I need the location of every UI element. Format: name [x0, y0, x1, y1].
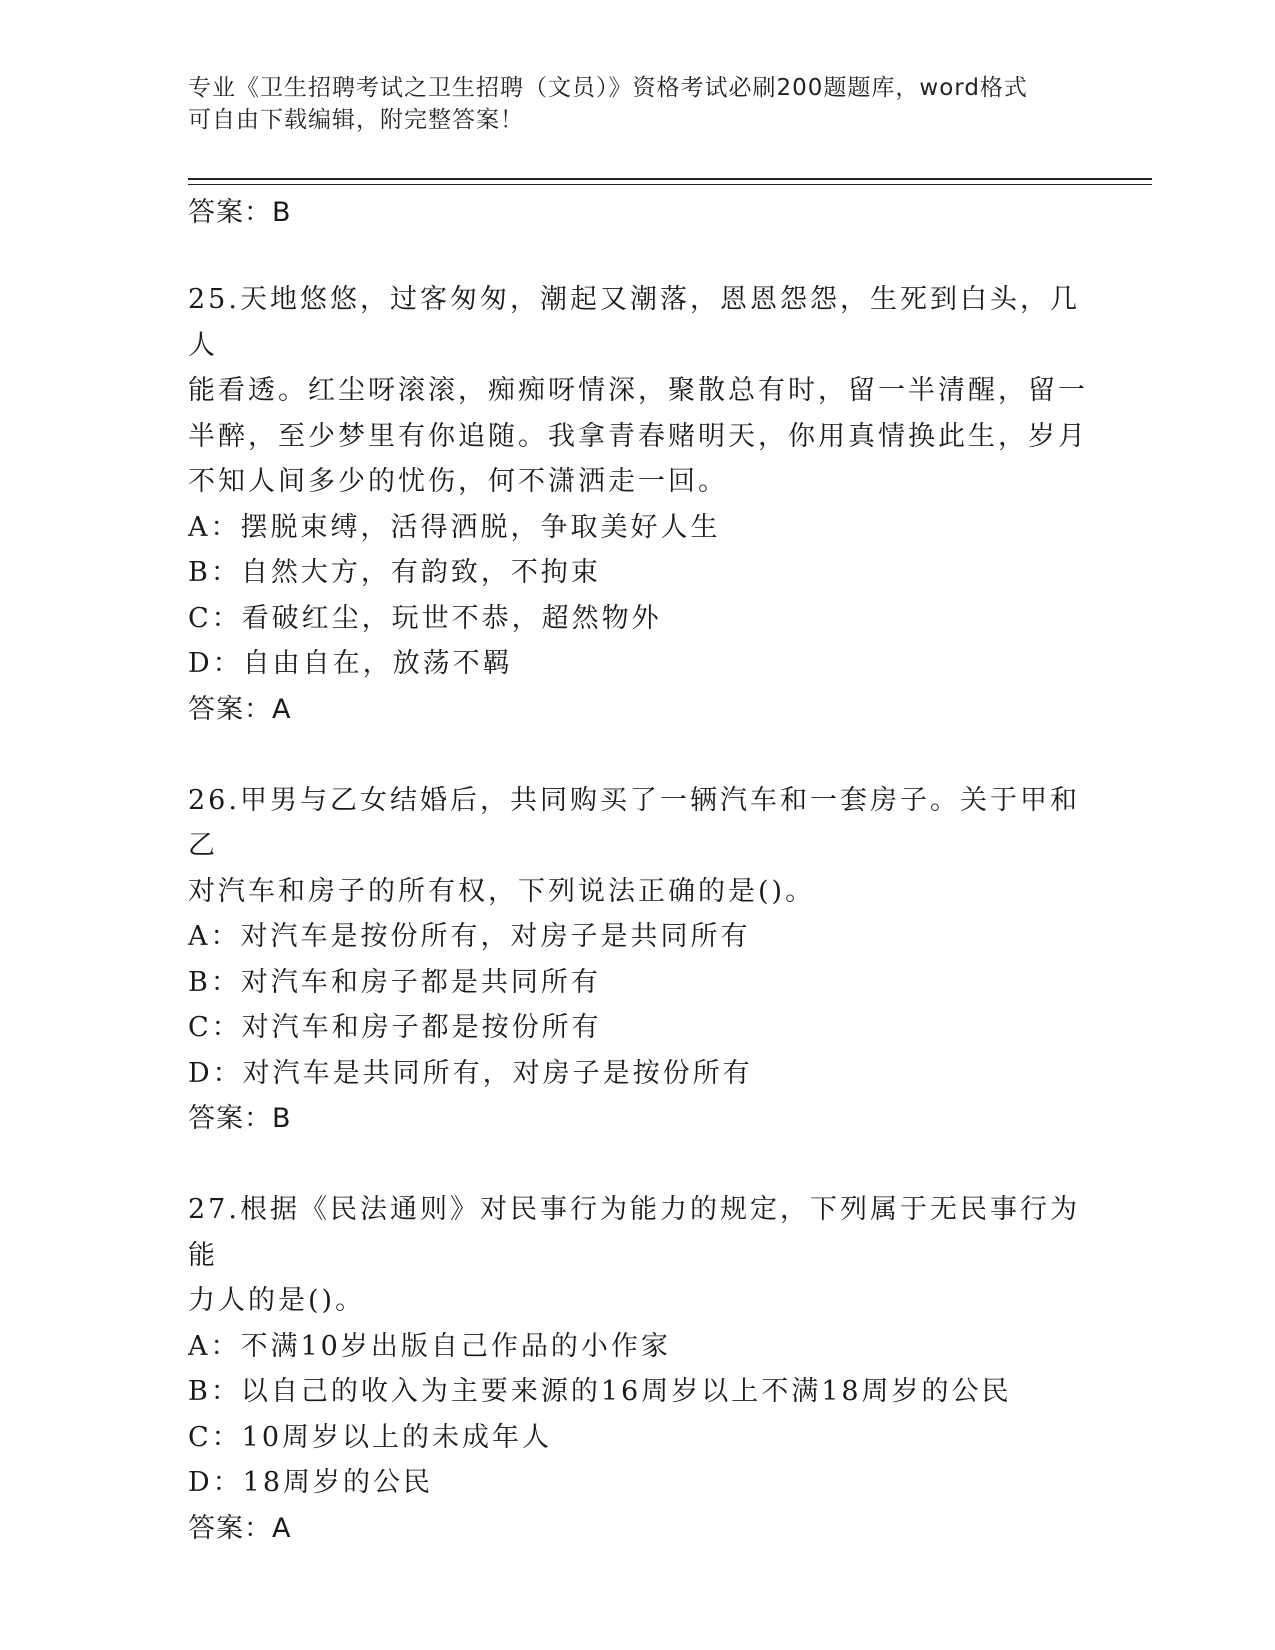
option-a: A：对汽车是按份所有，对房子是共同所有 [188, 921, 751, 952]
question-stem-line: 能看透。红尘呀滚滚，痴痴呀情深，聚散总有时，留一半清醒，留一 [188, 375, 1088, 406]
option-a: A：摆脱束缚，活得洒脱，争取美好人生 [188, 511, 721, 543]
question-stem-line: 27.根据《民法通则》对民事行为能力的规定，下列属于无民事行为能 [188, 1194, 1080, 1271]
header-line-2: 可自由下载编辑，附完整答案！ [188, 107, 524, 133]
question-stem-line: 半醉，至少梦里有你追随。我拿青春赌明天，你用真情换此生，岁月 [188, 420, 1088, 452]
option-d: D：18周岁的公民 [188, 1467, 434, 1498]
question-block-25 [188, 277, 1088, 732]
option-d: D：自由自在，放荡不羁 [188, 648, 513, 679]
option-b: B：对汽车和房子都是共同所有 [188, 966, 601, 998]
option-d: D：对汽车是共同所有，对房子是按份所有 [188, 1057, 753, 1089]
header-divider-thick [188, 178, 1152, 180]
option-c: C：对汽车和房子都是按份所有 [188, 1012, 602, 1043]
question-stem-line: 25.天地悠悠，过客匆匆，潮起又潮落，恩恩怨怨，生死到白头，几人 [188, 284, 1080, 361]
previous-answer: 答案：B [188, 197, 292, 228]
question-stem-line: 不知人间多少的忧伤，何不潇洒走一回。 [188, 466, 728, 497]
option-b: B：以自己的收入为主要来源的16周岁以上不满18周岁的公民 [188, 1376, 1012, 1407]
option-c: C：10周岁以上的未成年人 [188, 1421, 553, 1453]
option-a: A：不满10岁出版自己作品的小作家 [188, 1330, 671, 1362]
page-header [188, 72, 1088, 136]
header-line-1: 专业《卫生招聘考试之卫生招聘（文员）》资格考试必刷200题题库，word格式 [188, 75, 1028, 101]
option-c: C：看破红尘，玩世不恭，超然物外 [188, 602, 662, 634]
answer-line: 答案：A [188, 693, 292, 725]
question-block-26 [188, 778, 1088, 1142]
question-block-27 [188, 1187, 1088, 1551]
question-stem-line: 力人的是()。 [188, 1285, 366, 1316]
option-b: B：自然大方，有韵致，不拘束 [188, 557, 601, 588]
header-divider-thin [188, 184, 1152, 185]
document-body [188, 190, 1088, 1551]
question-stem-line: 对汽车和房子的所有权，下列说法正确的是()。 [188, 875, 816, 907]
answer-line: 答案：A [188, 1512, 292, 1544]
answer-line: 答案：B [188, 1103, 292, 1134]
question-stem-line: 26.甲男与乙女结婚后，共同购买了一辆汽车和一套房子。关于甲和乙 [188, 784, 1080, 861]
